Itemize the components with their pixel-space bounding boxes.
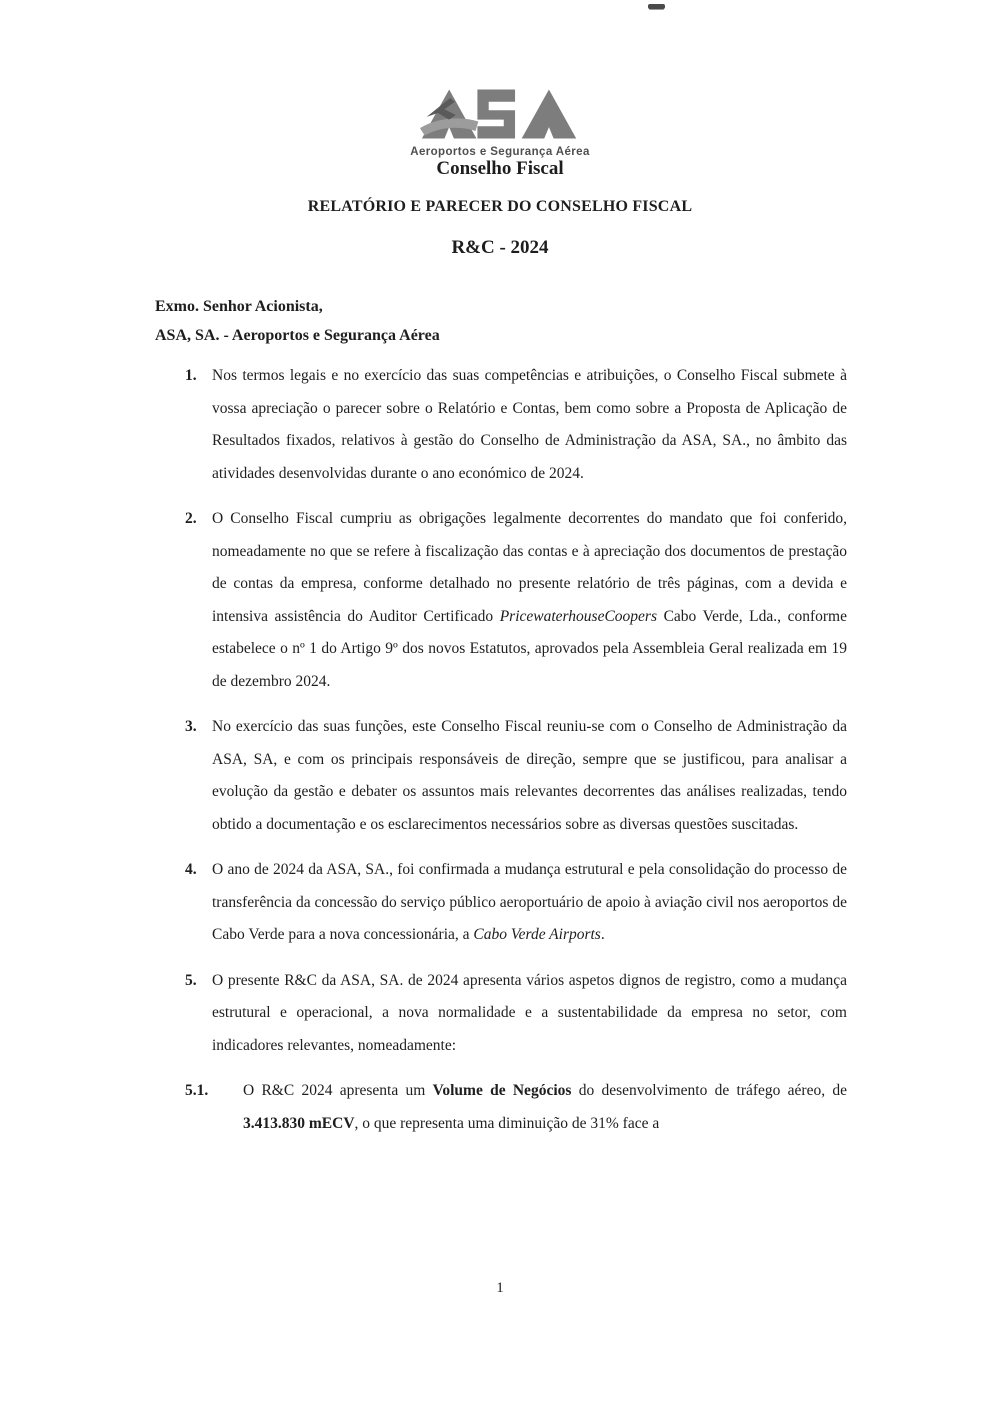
paragraph-number: 5.	[185, 971, 197, 989]
scan-artifact-mark	[648, 4, 665, 9]
paragraph-text: O Conselho Fiscal cumpriu as obrigações legalmente decorrentes do mandato que foi conferido, nomeadamente no que se refere à fiscalização das contas e à apreciação dos documentos de prestação de contas da empresa, conforme detalhado no presente relatório de três páginas, com a devida e intensiva assistência do Auditor Certificado PricewaterhouseCoopers Cabo Verde, Lda., conforme estabelece o nº 1 do Artigo 9º dos novos Estatutos, aprovados pela Assembleia Geral realizada em 19 de dezembro 2024.	[212, 510, 847, 690]
numbered-paragraph-3	[155, 711, 847, 841]
paragraph-number: 1.	[185, 367, 197, 384]
paragraph-text: O presente R&C da ASA, SA. de 2024 apresenta vários aspetos dignos de registro, como a mudança estrutural e operacional, a nova normalidade e a sustentabilidade da empresa no setor, com indicadores relevantes, nomeadamente:	[212, 971, 847, 1054]
addressee-block	[155, 292, 845, 350]
paragraph-text: No exercício das suas funções, este Conselho Fiscal reuniu-se com o Conselho de Administração da ASA, SA, e com os principais responsáveis de direção, sempre que se justificou, para analisar a evolução da gestão e debater os assuntos mais relevantes decorrentes das análises realizadas, tendo obtido a documentação e os esclarecimentos necessários sobre as diversas questões suscitadas.	[212, 718, 847, 833]
paragraph-text: Nos termos legais e no exercício das suas competências e atribuições, o Conselho Fiscal submete à vossa apreciação o parecer sobre o Relatório e Contas, bem como sobre a Proposta de Aplicação de Resultados fixados, relativos à gestão do Conselho de Administração da ASA, SA., no âmbito das atividades desenvolvidas durante o ano económico de 2024.	[212, 367, 847, 482]
numbered-paragraph-4	[155, 854, 847, 952]
org-title: Conselho Fiscal	[436, 158, 564, 179]
numbered-paragraph-5	[155, 965, 847, 1063]
addressee-line-2: ASA, SA. - Aeroportos e Segurança Aérea	[155, 327, 440, 344]
report-reference: R&C - 2024	[451, 237, 549, 258]
addressee-line-1: Exmo. Senhor Acionista,	[155, 298, 323, 315]
paragraph-text: O R&C 2024 apresenta um Volume de Negócios do desenvolvimento de tráfego aéreo, de 3.413.830 mECV, o que representa uma diminuição de 31% face a	[243, 1082, 847, 1132]
numbered-paragraph-5-1	[155, 1075, 847, 1140]
paragraph-number: 5.1.	[185, 1082, 209, 1099]
paragraph-list	[155, 360, 847, 1153]
paragraph-number: 2.	[185, 510, 197, 527]
numbered-paragraph-1	[155, 360, 847, 490]
paragraph-text: O ano de 2024 da ASA, SA., foi confirmada a mudança estrutural e pela consolidação do processo de transferência da concessão do serviço público aeroportuário de apoio à aviação civil nos aeroportos de Cabo Verde para a nova concessionária, a Cabo Verde Airports.	[212, 861, 847, 943]
paragraph-number: 3.	[185, 718, 197, 735]
page-number: 1	[496, 1280, 504, 1296]
paragraph-number: 4.	[185, 861, 197, 878]
asa-logo-icon	[420, 84, 580, 144]
report-title: RELATÓRIO E PARECER DO CONSELHO FISCAL	[307, 198, 693, 215]
numbered-paragraph-2	[155, 503, 847, 698]
asa-logo	[0, 84, 1000, 158]
logo-tagline: Aeroportos e Segurança Aérea	[410, 146, 590, 158]
